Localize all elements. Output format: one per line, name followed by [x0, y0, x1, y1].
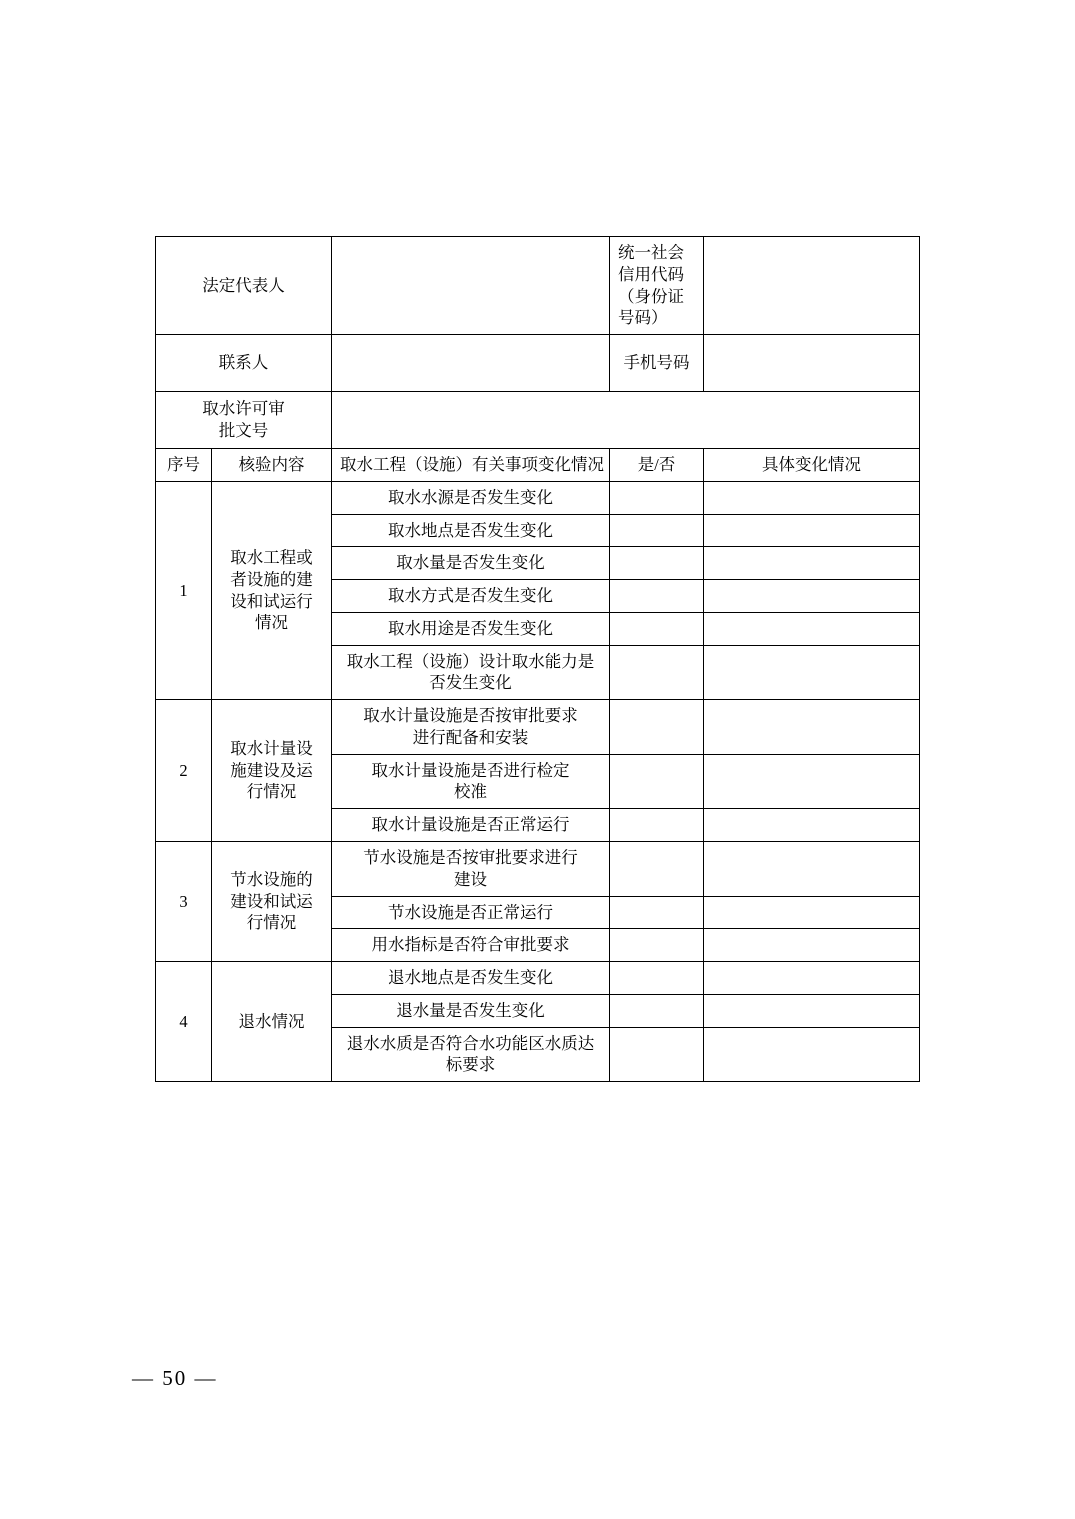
- item-detail[interactable]: [704, 929, 920, 962]
- item-label: 取水计量设施是否按审批要求进行配备和安装: [332, 700, 610, 755]
- item-label: 节水设施是否正常运行: [332, 896, 610, 929]
- label-mobile-number: 手机号码: [610, 335, 704, 392]
- item-yes-no[interactable]: [610, 700, 704, 755]
- item-yes-no[interactable]: [610, 580, 704, 613]
- item-label: 取水方式是否发生变化: [332, 580, 610, 613]
- group-index-3: 3: [156, 842, 212, 962]
- table-row: [156, 842, 920, 897]
- item-detail[interactable]: [704, 842, 920, 897]
- label-legal-representative: 法定代表人: [156, 237, 332, 335]
- item-yes-no[interactable]: [610, 962, 704, 995]
- item-label: 取水工程（设施）设计取水能力是否发生变化: [332, 645, 610, 700]
- column-header-change-detail: 具体变化情况: [704, 449, 920, 482]
- item-detail[interactable]: [704, 612, 920, 645]
- value-mobile-number[interactable]: [704, 335, 920, 392]
- item-yes-no[interactable]: [610, 612, 704, 645]
- item-detail[interactable]: [704, 645, 920, 700]
- table-row-legal-representative: [156, 237, 920, 335]
- group-index-1: 1: [156, 481, 212, 699]
- table-row: [156, 481, 920, 514]
- item-label: 取水量是否发生变化: [332, 547, 610, 580]
- table-row-contact-person: [156, 335, 920, 392]
- item-yes-no[interactable]: [610, 514, 704, 547]
- table-body: [156, 237, 920, 1082]
- item-detail[interactable]: [704, 514, 920, 547]
- group-content-4: 退水情况: [212, 962, 332, 1082]
- label-credit-code: 统一社会信用代码（身份证号码）: [610, 237, 704, 335]
- item-yes-no[interactable]: [610, 481, 704, 514]
- water-intake-verification-table: [155, 236, 920, 1082]
- item-detail[interactable]: [704, 481, 920, 514]
- item-yes-no[interactable]: [610, 1027, 704, 1082]
- value-credit-code[interactable]: [704, 237, 920, 335]
- item-detail[interactable]: [704, 1027, 920, 1082]
- item-detail[interactable]: [704, 994, 920, 1027]
- group-content-1: 取水工程或者设施的建设和试运行情况: [212, 481, 332, 699]
- item-detail[interactable]: [704, 809, 920, 842]
- value-legal-representative[interactable]: [332, 237, 610, 335]
- item-yes-no[interactable]: [610, 929, 704, 962]
- item-detail[interactable]: [704, 896, 920, 929]
- item-yes-no[interactable]: [610, 809, 704, 842]
- item-detail[interactable]: [704, 962, 920, 995]
- group-index-2: 2: [156, 700, 212, 842]
- table-row: [156, 962, 920, 995]
- column-header-content: 核验内容: [212, 449, 332, 482]
- value-permit-document-number[interactable]: [332, 392, 920, 449]
- item-yes-no[interactable]: [610, 896, 704, 929]
- table-row: [156, 700, 920, 755]
- item-yes-no[interactable]: [610, 547, 704, 580]
- item-label: 退水量是否发生变化: [332, 994, 610, 1027]
- value-contact-person[interactable]: [332, 335, 610, 392]
- group-index-4: 4: [156, 962, 212, 1082]
- item-label: 取水计量设施是否进行检定校准: [332, 754, 610, 809]
- column-header-index: 序号: [156, 449, 212, 482]
- item-label: 取水用途是否发生变化: [332, 612, 610, 645]
- item-label: 用水指标是否符合审批要求: [332, 929, 610, 962]
- item-yes-no[interactable]: [610, 842, 704, 897]
- label-permit-document-number: 取水许可审批文号: [156, 392, 332, 449]
- column-header-yes-no: 是/否: [610, 449, 704, 482]
- item-label: 退水地点是否发生变化: [332, 962, 610, 995]
- item-label: 取水计量设施是否正常运行: [332, 809, 610, 842]
- group-content-3: 节水设施的建设和试运行情况: [212, 842, 332, 962]
- label-contact-person: 联系人: [156, 335, 332, 392]
- group-content-2: 取水计量设施建设及运行情况: [212, 700, 332, 842]
- item-yes-no[interactable]: [610, 645, 704, 700]
- column-header-change-items: 取水工程（设施）有关事项变化情况: [332, 449, 610, 482]
- item-yes-no[interactable]: [610, 754, 704, 809]
- item-detail[interactable]: [704, 547, 920, 580]
- item-label: 取水水源是否发生变化: [332, 481, 610, 514]
- page-number: — 50 —: [132, 1366, 218, 1390]
- item-detail[interactable]: [704, 754, 920, 809]
- item-label: 取水地点是否发生变化: [332, 514, 610, 547]
- table-header-row: [156, 449, 920, 482]
- item-detail[interactable]: [704, 580, 920, 613]
- item-yes-no[interactable]: [610, 994, 704, 1027]
- item-label: 节水设施是否按审批要求进行建设: [332, 842, 610, 897]
- item-detail[interactable]: [704, 700, 920, 755]
- item-label: 退水水质是否符合水功能区水质达标要求: [332, 1027, 610, 1082]
- table-row-permit-document-number: [156, 392, 920, 449]
